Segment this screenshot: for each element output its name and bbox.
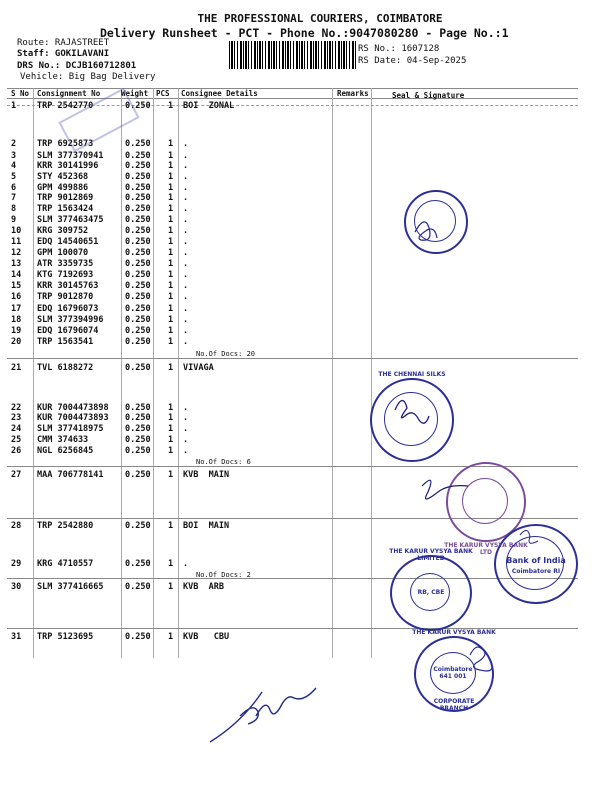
cell-consignee: . [183, 139, 189, 149]
cell-pcs: 1 [168, 363, 174, 373]
cell-sno: 6 [11, 183, 17, 193]
col-pcs: PCS [156, 89, 170, 98]
cell-consignee: . [183, 337, 189, 347]
signature-mark [422, 480, 468, 499]
cell-consignment-no: TRP 1563424 [37, 204, 94, 214]
cell-consignment-no: SLM 377463475 [37, 215, 104, 225]
cell-consignee: . [183, 315, 189, 325]
col-consignee: Consignee Details [181, 89, 258, 98]
cell-pcs: 1 [168, 559, 174, 569]
cell-weight: 0.250 [125, 326, 151, 336]
cell-pcs: 1 [168, 413, 174, 423]
cell-consignment-no: KUR 7004473893 [37, 413, 109, 423]
cell-weight: 0.250 [125, 151, 151, 161]
cell-consignment-no: GPM 100070 [37, 248, 89, 258]
cell-consignee: . [183, 172, 189, 182]
cell-sno: 26 [11, 446, 22, 456]
cell-consignment-no: TRP 6925873 [37, 139, 94, 149]
cell-pcs: 1 [168, 270, 174, 280]
cell-sno: 3 [11, 151, 17, 161]
cell-consignment-no: TRP 2542770 [37, 101, 94, 111]
cell-weight: 0.250 [125, 237, 151, 247]
cell-pcs: 1 [168, 632, 174, 642]
cell-pcs: 1 [168, 172, 174, 182]
cell-consignment-no: TRP 5123695 [37, 632, 94, 642]
cell-consignment-no: KRR 30145763 [37, 281, 99, 291]
cell-consignment-no: KRG 4710557 [37, 559, 94, 569]
cell-pcs: 1 [168, 193, 174, 203]
cell-sno: 22 [11, 403, 22, 413]
cell-sno: 23 [11, 413, 22, 423]
cell-sno: 17 [11, 304, 22, 314]
cell-consignment-no: KRG 309752 [37, 226, 89, 236]
cell-weight: 0.250 [125, 435, 151, 445]
cell-weight: 0.250 [125, 403, 151, 413]
cell-consignee: . [183, 326, 189, 336]
cell-weight: 0.250 [125, 632, 151, 642]
cell-consignee: . [183, 559, 189, 569]
cell-sno: 28 [11, 521, 22, 531]
cell-pcs: 1 [168, 446, 174, 456]
cell-sno: 7 [11, 193, 17, 203]
cell-weight: 0.250 [125, 470, 151, 480]
cell-consignment-no: MAA 706778141 [37, 470, 104, 480]
cell-consignment-no: EDQ 14540651 [37, 237, 99, 247]
cell-consignment-no: TRP 9012870 [37, 292, 94, 302]
cell-consignee: . [183, 446, 189, 456]
cell-consignee: . [183, 226, 189, 236]
cell-weight: 0.250 [125, 304, 151, 314]
cell-sno: 25 [11, 435, 22, 445]
runsheet-title: Delivery Runsheet - PCT - Phone No.:9047080280 - Page No.:1 [100, 26, 509, 40]
rs-date: RS Date: 04-Sep-2025 [358, 56, 467, 66]
cell-weight: 0.250 [125, 582, 151, 592]
cell-consignment-no: TVL 6188272 [37, 363, 94, 373]
karur-stamp-text: THE KARUR VYSYA BANK LIMITED [389, 548, 473, 562]
signature-mark [470, 647, 492, 671]
cell-consignee: . [183, 193, 189, 203]
cell-pcs: 1 [168, 139, 174, 149]
cell-sno: 18 [11, 315, 22, 325]
rs-number: RS No.: 1607128 [358, 44, 440, 54]
cell-pcs: 1 [168, 521, 174, 531]
karur-stamp-center: RB, CBE [417, 589, 445, 596]
cell-pcs: 1 [168, 582, 174, 592]
cell-sno: 21 [11, 363, 22, 373]
cell-sno: 4 [11, 161, 17, 171]
cell-sno: 24 [11, 424, 22, 434]
cell-weight: 0.250 [125, 161, 151, 171]
cell-consignee: . [183, 161, 189, 171]
cell-pcs: 1 [168, 337, 174, 347]
cell-consignee: . [183, 292, 189, 302]
staff-signature [210, 688, 316, 742]
cell-consignment-no: KUR 7004473898 [37, 403, 109, 413]
cell-sno: 30 [11, 582, 22, 592]
cell-consignment-no: TRP 2542880 [37, 521, 94, 531]
cell-sno: 1 [11, 101, 17, 111]
cell-consignment-no: KRR 30141996 [37, 161, 99, 171]
karur-stamp-text: THE KARUR VYSYA BANK LTD [444, 542, 528, 556]
company-name: THE PROFESSIONAL COURIERS, COIMBATORE [197, 12, 443, 25]
cell-weight: 0.250 [125, 292, 151, 302]
cell-sno: 11 [11, 237, 22, 247]
drs-number: DRS No.: DCJB160712801 [17, 61, 137, 71]
cell-consignment-no: SLM 377370941 [37, 151, 104, 161]
cell-weight: 0.250 [125, 193, 151, 203]
karur-stamp-bottom: CORPORATE BRANCH [433, 698, 475, 712]
karur-stamp-text: THE KARUR VYSYA BANK [412, 629, 496, 636]
cell-pcs: 1 [168, 183, 174, 193]
cell-pcs: 1 [168, 215, 174, 225]
cell-consignee: . [183, 183, 189, 193]
cell-consignee: . [183, 304, 189, 314]
cell-consignee: KVB ARB [183, 582, 224, 592]
signature-mark [415, 222, 437, 240]
cell-pcs: 1 [168, 470, 174, 480]
col-seal: Seal & Signature [392, 91, 465, 100]
signature-mark [520, 530, 538, 543]
cell-weight: 0.250 [125, 446, 151, 456]
cell-weight: 0.250 [125, 315, 151, 325]
cell-consignee: KVB CBU [183, 632, 230, 642]
cell-sno: 12 [11, 248, 22, 258]
cell-weight: 0.250 [125, 281, 151, 291]
col-consignment: Consignment No [37, 89, 101, 98]
cell-consignment-no: EDQ 16796073 [37, 304, 99, 314]
cell-pcs: 1 [168, 424, 174, 434]
cell-consignee: . [183, 204, 189, 214]
cell-weight: 0.250 [125, 259, 151, 269]
chennai-stamp-text: THE CHENNAI SILKS [378, 371, 446, 378]
cell-weight: 0.250 [125, 424, 151, 434]
cell-pcs: 1 [168, 237, 174, 247]
cell-sno: 2 [11, 139, 17, 149]
cell-pcs: 1 [168, 259, 174, 269]
cell-consignment-no: CMM 374633 [37, 435, 89, 445]
cell-sno: 19 [11, 326, 22, 336]
cell-consignee: . [183, 215, 189, 225]
cell-weight: 0.250 [125, 363, 151, 373]
cell-weight: 0.250 [125, 337, 151, 347]
cell-pcs: 1 [168, 281, 174, 291]
cell-weight: 0.250 [125, 183, 151, 193]
col-weight: Weight [121, 89, 149, 98]
cell-weight: 0.250 [125, 215, 151, 225]
cell-weight: 0.250 [125, 101, 151, 111]
cell-weight: 0.250 [125, 139, 151, 149]
cell-pcs: 1 [168, 326, 174, 336]
cell-weight: 0.250 [125, 521, 151, 531]
cell-consignee: KVB MAIN [183, 470, 230, 480]
cell-weight: 0.250 [125, 270, 151, 280]
cell-consignee: . [183, 424, 189, 434]
cell-consignee: . [183, 403, 189, 413]
cell-pcs: 1 [168, 161, 174, 171]
cell-sno: 15 [11, 281, 22, 291]
cell-consignee: . [183, 435, 189, 445]
col-remarks: Remarks [337, 89, 369, 98]
group-docs-count: No.Of Docs: 20 [196, 350, 256, 358]
group-docs-count: No.Of Docs: 2 [196, 571, 251, 579]
karur-stamp-center: Coimbatore 641 001 [433, 666, 473, 680]
cell-weight: 0.250 [125, 172, 151, 182]
boi-stamp-sub: Coimbatore RI [511, 568, 561, 575]
cell-pcs: 1 [168, 204, 174, 214]
cell-sno: 5 [11, 172, 17, 182]
cell-consignee: . [183, 248, 189, 258]
cell-sno: 16 [11, 292, 22, 302]
cell-consignment-no: STY 452368 [37, 172, 89, 182]
cell-sno: 14 [11, 270, 22, 280]
cell-consignment-no: TRP 1563541 [37, 337, 94, 347]
cell-consignment-no: KTG 7192693 [37, 270, 94, 280]
cell-consignment-no: TRP 9012869 [37, 193, 94, 203]
cell-consignee: . [183, 259, 189, 269]
cell-consignment-no: ATR 3359735 [37, 259, 94, 269]
route-label: Route: RAJASTREET [17, 38, 110, 48]
cell-consignee: BOI ZONAL [183, 101, 235, 111]
cell-pcs: 1 [168, 435, 174, 445]
cell-pcs: 1 [168, 101, 174, 111]
signature-mark [395, 400, 429, 423]
cell-sno: 9 [11, 215, 17, 225]
cell-consignee: . [183, 151, 189, 161]
cell-pcs: 1 [168, 248, 174, 258]
group-docs-count: No.Of Docs: 6 [196, 458, 251, 466]
cell-weight: 0.250 [125, 248, 151, 258]
cell-consignment-no: GPM 499886 [37, 183, 89, 193]
cell-sno: 27 [11, 470, 22, 480]
cell-pcs: 1 [168, 403, 174, 413]
cell-consignee: . [183, 237, 189, 247]
col-sno: S No [11, 89, 30, 98]
cell-consignment-no: NGL 6256845 [37, 446, 94, 456]
cell-consignee: . [183, 281, 189, 291]
cell-consignee: VIVAGA [183, 363, 214, 373]
cell-weight: 0.250 [125, 413, 151, 423]
cell-consignment-no: SLM 377416665 [37, 582, 104, 592]
cell-pcs: 1 [168, 226, 174, 236]
cell-pcs: 1 [168, 315, 174, 325]
vehicle-label: Vehicle: Big Bag Delivery [20, 72, 156, 82]
cell-sno: 8 [11, 204, 17, 214]
staff-label: Staff: GOKILAVANI [17, 49, 110, 59]
cell-weight: 0.250 [125, 559, 151, 569]
boi-stamp-text: Bank of India [506, 556, 566, 565]
cell-pcs: 1 [168, 151, 174, 161]
cell-sno: 31 [11, 632, 22, 642]
cell-sno: 13 [11, 259, 22, 269]
cell-consignment-no: EDQ 16796074 [37, 326, 99, 336]
cell-consignment-no: SLM 377394996 [37, 315, 104, 325]
cell-weight: 0.250 [125, 226, 151, 236]
cell-consignment-no: SLM 377418975 [37, 424, 104, 434]
cell-consignee: . [183, 270, 189, 280]
cell-pcs: 1 [168, 304, 174, 314]
cell-weight: 0.250 [125, 204, 151, 214]
cell-consignee: . [183, 413, 189, 423]
cell-sno: 20 [11, 337, 22, 347]
cell-pcs: 1 [168, 292, 174, 302]
cell-sno: 10 [11, 226, 22, 236]
cell-consignee: BOI MAIN [183, 521, 230, 531]
cell-sno: 29 [11, 559, 22, 569]
